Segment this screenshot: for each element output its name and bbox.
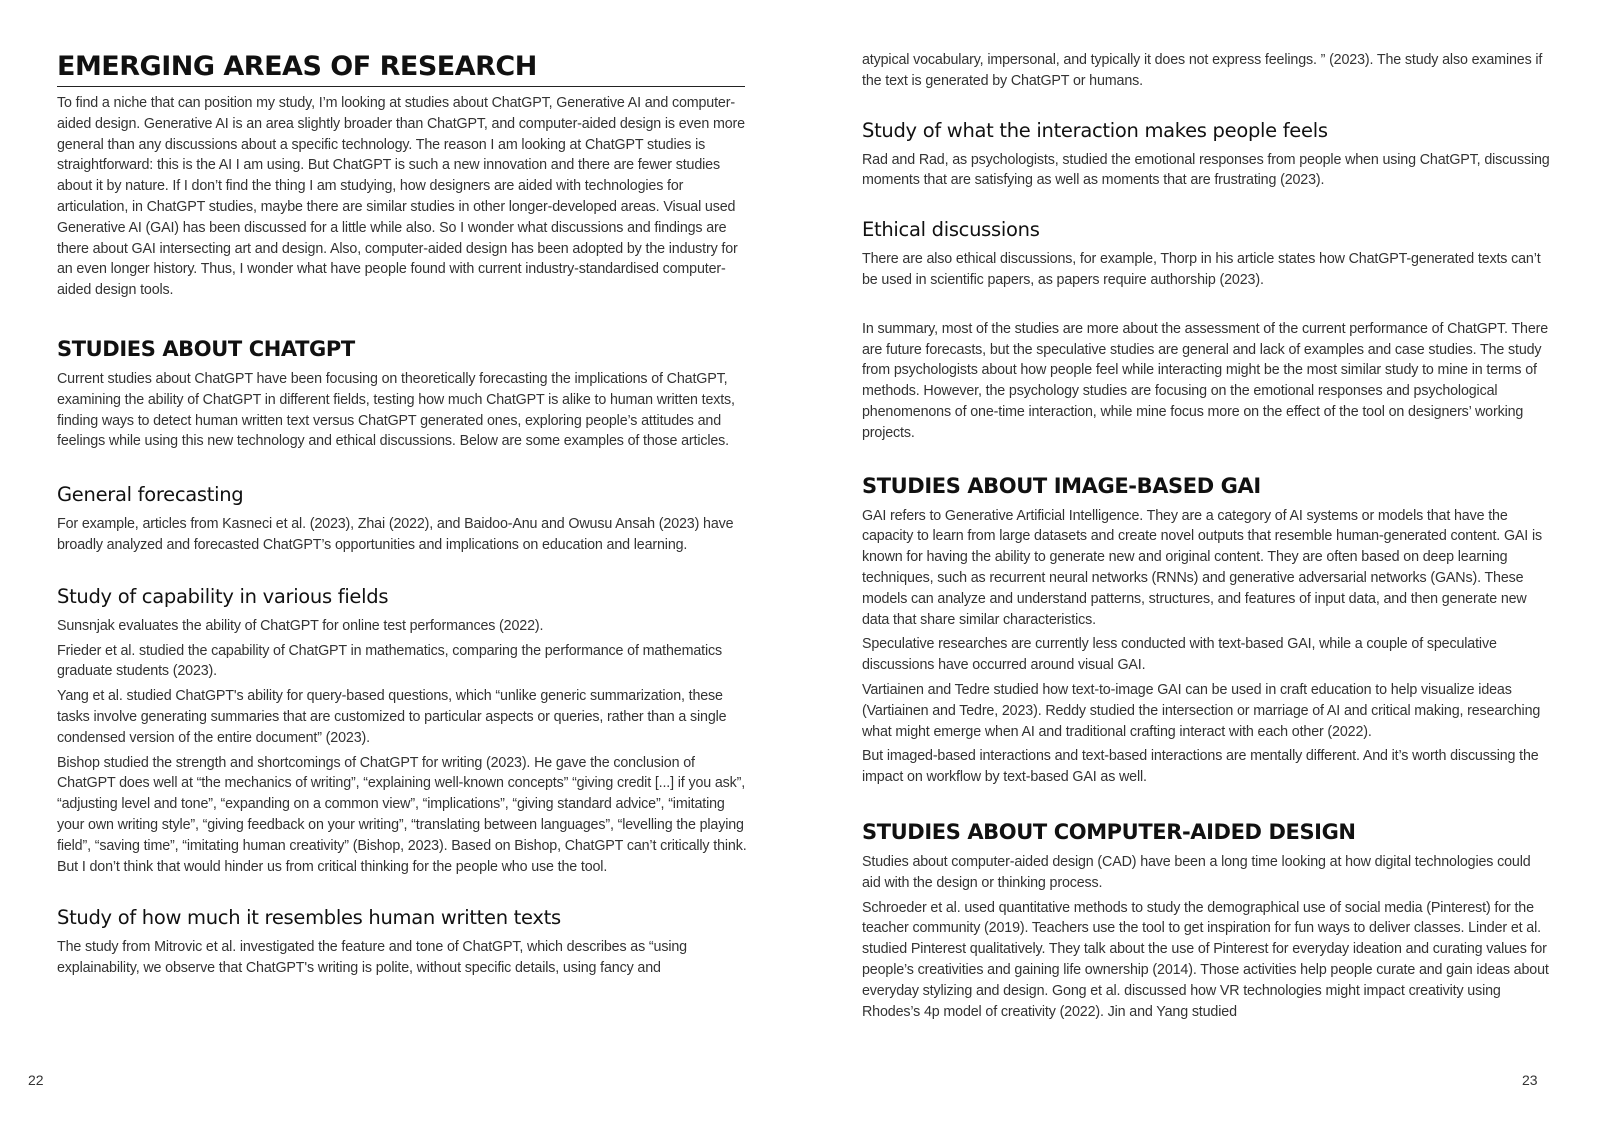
right-column — [862, 50, 1552, 1026]
page-title: EMERGING AREAS OF RESEARCH — [57, 51, 537, 82]
section-heading-cad: STUDIES ABOUT COMPUTER-AIDED DESIGN — [862, 819, 1356, 844]
resemble-paragraph: The study from Mitrovic et al. investigated the feature and tone of ChatGPT, which describes as “using explainability, we observe that ChatGPT's writing is polite, without specific details, using fancy and — [57, 939, 687, 977]
subheading-resemble: Study of how much it resembles human written texts — [57, 906, 561, 930]
section-heading-gai: STUDIES ABOUT IMAGE-BASED GAI — [862, 473, 1261, 498]
capability-paragraph: Bishop studied the strength and shortcomings of ChatGPT for writing (2023). He gave the conclusion of ChatGPT does well at “the mechanics of writing”, “explaining well-known concepts” “giving credit [...] if you ask”, “adjusting level and tone”, “expanding on a common view”, “implications”, “giving standard advice”, “imitating your own writing style”, “giving feedback on your writing”, “translating between languages”, “levelling the playing field”, “saving time”, “imitating human creativity” (Bishop, 2023). Based on Bishop, ChatGPT can’t critically think. But I don’t think that would hinder us from critical thinking for the people who use the tool. — [57, 754, 747, 875]
continued-paragraph: atypical vocabulary, impersonal, and typically it does not express feelings. ” (2023). The study also examines if the text is generated by ChatGPT or humans. — [862, 52, 1543, 89]
subheading-capability: Study of capability in various fields — [57, 584, 389, 608]
capability-paragraph: Sunsnjak evaluates the ability of ChatGPT for online test performances (2022). — [57, 617, 544, 634]
page-number-left: 22 — [28, 1072, 44, 1088]
section-heading-chatgpt: STUDIES ABOUT CHATGPT — [57, 336, 355, 361]
cad-paragraph: Schroeder et al. used quantitative methods to study the demographical use of social media (Pinterest) for the teacher community (2019). Teachers use the tool to get inspiration for fun ways to deliver classes. Linder et al. studied Pinterest qualitatively. They talk about the use of Pinterest for everyday ideation and curating values for people’s creativities and gaining life ownership (2014). Those activities help people curate and gain ideas about everyday stylizing and design. Gong et al. discussed how VR technologies might impact creativity using Rhodes’s 4p model of creativity (2022). Jin and Yang studied — [862, 899, 1549, 1020]
gai-paragraph: But imaged-based interactions and text-based interactions are mentally different. And it’s worth discussing the impact on workflow by text-based GAI as well. — [862, 748, 1539, 786]
gai-paragraph: GAI refers to Generative Artificial Intelligence. They are a category of AI systems or models that have the capacity to learn from large datasets and create novel outputs that resemble human-generated content. GAI is known for having the ability to generate new and original content. They are often based on deep learning techniques, such as recurrent neural networks (RNNs) and generative adversarial networks (GANs). These models can analyze and understand patterns, structures, and features of input data, and then generate new data that share similar characteristics. — [862, 507, 1542, 628]
intro-paragraph: To find a niche that can position my study, I’m looking at studies about ChatGPT, Generative AI and computer-aided design. Generative AI is an area slightly broader than ChatGPT, and computer-aided design is even more general than any discussions about a specific technology. The reason I am looking at ChatGPT studies is straightforward: this is the AI I am using. But ChatGPT is such a new innovation and there are fewer studies about it by nature. If I don’t find the thing I am studying, how designers are aided with technologies for articulation, in ChatGPT studies, maybe there are similar studies in other longer-developed areas. Visual used Generative AI (GAI) has been discussed for a little while also. So I wonder what discussions and findings are there about GAI intersecting art and design. Also, computer-aided design has been adopted by the industry for an even longer history. Thus, I wonder what have people found with current industry-standardised computer-aided design tools. — [57, 95, 745, 299]
gai-paragraph: Speculative researches are currently less conducted with text-based GAI, while a couple of speculative discussions have occurred around visual GAI. — [862, 636, 1497, 674]
capability-paragraph: Frieder et al. studied the capability of ChatGPT in mathematics, comparing the performance of mathematics graduate students (2023). — [57, 642, 722, 680]
ethical-paragraph: There are also ethical discussions, for example, Thorp in his article states how ChatGPT-generated texts can’t be used in scientific papers, as papers require authorship (2023). — [862, 251, 1541, 288]
left-column — [57, 50, 747, 983]
subheading-general-forecasting: General forecasting — [57, 483, 244, 507]
subheading-ethical: Ethical discussions — [862, 218, 1040, 242]
title-underline — [57, 50, 745, 87]
chatgpt-intro-paragraph: Current studies about ChatGPT have been focusing on theoretically forecasting the implications of ChatGPT, examining the ability of ChatGPT in different fields, testing how much ChatGPT is alike to human written texts, finding ways to detect human written text versus ChatGPT generated ones, exploring people’s attitudes and feelings while using this new technology and ethical discussions. Below are some examples of those articles. — [57, 370, 735, 450]
cad-paragraph: Studies about computer-aided design (CAD) have been a long time looking at how digital technologies could aid with the design or thinking process. — [862, 853, 1531, 891]
gai-paragraph: Vartiainen and Tedre studied how text-to-image GAI can be used in craft education to help visualize ideas (Vartiainen and Tedre, 2023). Reddy studied the intersection or marriage of AI and critical making, researching what might emerge when AI and traditional crafting interact with each other (2022). — [862, 681, 1541, 740]
feels-paragraph: Rad and Rad, as psychologists, studied the emotional responses from people when using ChatGPT, discussing moments that are satisfying as well as moments that are frustrating (2023). — [862, 151, 1550, 189]
page-number-right: 23 — [1522, 1072, 1538, 1088]
forecasting-paragraph: For example, articles from Kasneci et al. (2023), Zhai (2022), and Baidoo-Anu and Owusu Ansah (2023) have broadly analyzed and forecasted ChatGPT’s opportunities and implications on education and learning. — [57, 516, 734, 553]
subheading-feels: Study of what the interaction makes people feels — [862, 118, 1328, 142]
right-page — [800, 0, 1600, 1136]
summary-paragraph: In summary, most of the studies are more about the assessment of the current performance of ChatGPT. There are future forecasts, but the speculative studies are general and lack of examples and case studies. The study from psychologists about how people feel while interacting might be the most similar study to mine in terms of methods. However, the psychology studies are focusing on the emotional responses and psychological phenomenons of one-time interaction, while mine focus more on the effect of the tool on designers’ working projects. — [862, 320, 1549, 441]
capability-paragraph: Yang et al. studied ChatGPT's ability for query-based questions, which “unlike generic summarization, these tasks involve generating summaries that are customized to particular aspects or queries, rather than a single condensed version of the entire document” (2023). — [57, 688, 727, 746]
